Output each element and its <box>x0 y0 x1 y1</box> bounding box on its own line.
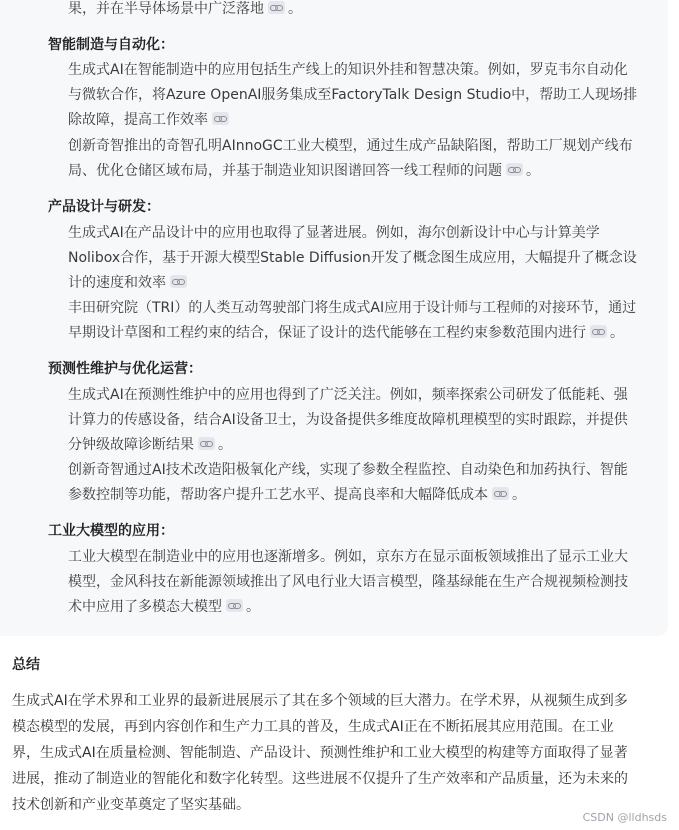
paragraph-line: 计的速度和效率 <box>68 271 648 296</box>
paragraph <box>68 545 648 620</box>
paragraph <box>68 134 648 184</box>
link-icon[interactable] <box>506 163 523 176</box>
section-heading-smart-manufacturing: 智能制造与自动化： <box>48 37 174 53</box>
paragraph <box>68 383 648 458</box>
paragraph-line: 果，并在半导体场景中广泛落地 。 <box>68 1 302 17</box>
link-icon[interactable] <box>268 1 285 14</box>
link-icon[interactable] <box>170 275 187 288</box>
summary-line: 模态模型的发展，再到内容创作和生产力工具的普及，生成式AI正在不断拓展其应用范围。在工业 <box>12 719 614 735</box>
paragraph-line: 生成式AI在预测性维护中的应用也得到了广泛关注。例如，频率探索公司研发了低能耗、强 <box>68 387 628 403</box>
link-icon[interactable] <box>492 487 509 500</box>
summary-line: 生成式AI在学术界和工业界的最新进展展示了其在多个领域的巨大潜力。在学术界，从视频生成到多 <box>12 693 628 709</box>
paragraph <box>68 221 648 296</box>
paragraph-line: 工业大模型在制造业中的应用也逐渐增多。例如，京东方在显示面板领域推出了显示工业大 <box>68 549 628 565</box>
paragraph <box>68 0 648 22</box>
paragraph-line: 生成式AI在智能制造中的应用包括生产线上的知识外挂和智慧决策。例如，罗克韦尔自动化 <box>68 62 628 78</box>
paragraph-line: 参数控制等功能，帮助客户提升工艺水平、提高良率和大幅降低成本 。 <box>68 487 526 503</box>
paragraph-line: Nolibox合作，基于开源大模型Stable Diffusion开发了概念图生成应用，大幅提升了概念设 <box>68 250 637 266</box>
paragraph-line: 计算力的传感设备，结合AI设备卫士，为设备提供多维度故障机理模型的实时跟踪，并提供 <box>68 412 628 428</box>
summary-heading: 总结 <box>12 657 40 673</box>
paragraph-line: 丰田研究院（TRI）的人类互动驾驶部门将生成式AI应用于设计师与工程师的对接环节，通过 <box>68 300 637 316</box>
paragraph-line: 创新奇智通过AI技术改造阳极氧化产线，实现了参数全程监控、自动染色和加药执行、智能 <box>68 462 628 478</box>
summary-line: 界，生成式AI在质量检测、智能制造、产品设计、预测性维护和工业大模型的构建等方面取得了显著 <box>12 745 628 761</box>
link-icon[interactable] <box>198 437 215 450</box>
summary-line: 技术创新和产业变革奠定了坚实基础。 <box>12 797 250 813</box>
summary-line: 进展，推动了制造业的智能化和数字化转型。这些进展不仅提升了生产效率和产品质量，还为未来的 <box>12 771 628 787</box>
paragraph <box>68 296 648 346</box>
paragraph-line: 生成式AI在产品设计中的应用也取得了显著进展。例如，海尔创新设计中心与计算美学 <box>68 225 600 241</box>
paragraph-line: 模型，金风科技在新能源领域推出了风电行业大语言模型，隆基绿能在生产合规视频检测技 <box>68 574 628 590</box>
section-heading-product-design: 产品设计与研发： <box>48 199 160 215</box>
paragraph <box>68 58 648 133</box>
link-icon[interactable] <box>590 325 607 338</box>
paragraph-line: 术中应用了多模态大模型 。 <box>68 599 260 615</box>
section-heading-predictive-maintenance: 预测性维护与优化运营： <box>48 361 202 377</box>
summary-paragraph <box>12 688 657 818</box>
paragraph-line: 早期设计草图和工程约束的结合，保证了设计的迭代能够在工程约束参数范围内进行 。 <box>68 325 624 341</box>
link-icon[interactable] <box>212 112 229 125</box>
paragraph-line: 创新奇智推出的奇智孔明AInnoGC工业大模型，通过生成产品缺陷图，帮助工厂规划产线布 <box>68 138 633 154</box>
paragraph-line: 局、优化仓储区域布局，并基于制造业知识图谱回答一线工程师的问题 。 <box>68 163 540 179</box>
watermark: CSDN @lldhsds <box>582 811 667 824</box>
paragraph <box>68 458 648 508</box>
paragraph-line: 分钟级故障诊断结果 。 <box>68 437 232 453</box>
link-icon[interactable] <box>226 599 243 612</box>
paragraph-line: 除故障，提高工作效率 <box>68 108 648 133</box>
paragraph-line: 与微软合作，将Azure OpenAI服务集成至FactoryTalk Design Studio中，帮助工人现场排 <box>68 87 638 103</box>
section-heading-industrial-models: 工业大模型的应用： <box>48 523 174 539</box>
